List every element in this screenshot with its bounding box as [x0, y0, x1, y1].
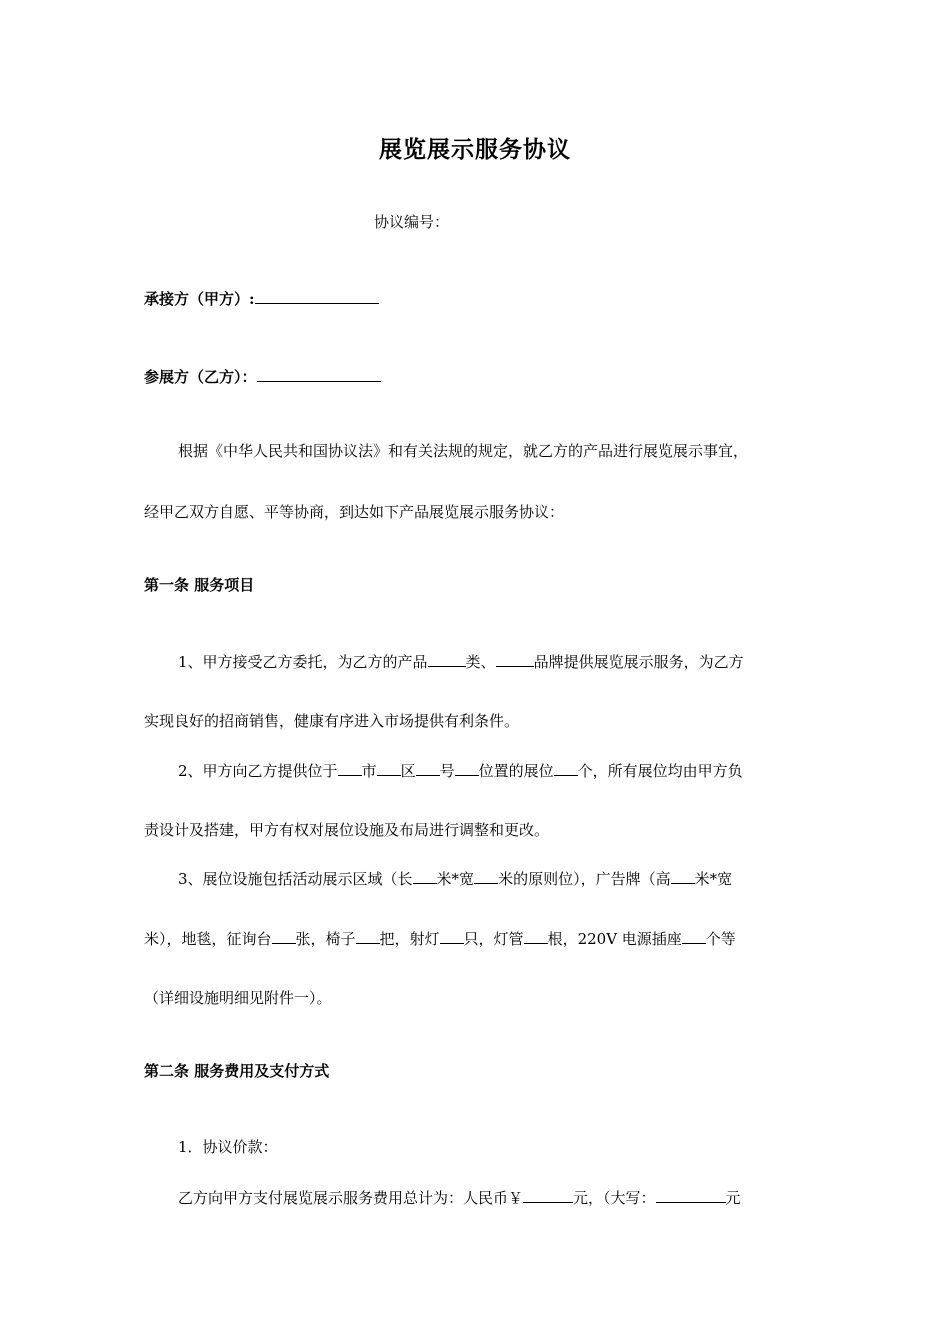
- text-segment: 号: [439, 762, 455, 780]
- text-segment: 3、展位设施包括活动展示区域（长: [178, 870, 413, 888]
- text-segment: 2、甲方向乙方提供位于: [178, 762, 338, 780]
- article-1-item-1-line-2: 实现良好的招商销售，健康有序进入市场提供有利条件。: [144, 712, 520, 730]
- text-segment: 1、甲方接受乙方委托，为乙方的产品: [178, 653, 428, 671]
- party-b-label: 参展方（乙方）：: [144, 368, 257, 386]
- party-b-line: [144, 366, 381, 387]
- article-2-payment-line: [178, 1187, 741, 1208]
- fill-blank: [554, 760, 578, 776]
- fill-blank: [474, 868, 498, 884]
- fill-blank: [496, 651, 534, 667]
- text-segment: 个，所有展位均由甲方负: [577, 762, 743, 780]
- text-segment: 米），地毯，征询台: [144, 930, 272, 948]
- fill-blank: [356, 928, 380, 944]
- agreement-number-label: 协议编号：: [374, 213, 450, 231]
- text-segment: 米*宽: [694, 870, 733, 888]
- fill-blank: [377, 760, 401, 776]
- party-a-label: 承接方（甲方）:: [144, 290, 255, 308]
- fill-blank: [455, 760, 479, 776]
- article-1-item-2-line-1: [178, 760, 743, 781]
- text-segment: 乙方向甲方支付展览展示服务费用总计为：人民币￥: [178, 1189, 524, 1207]
- article-1-item-3-line-3: （详细设施明细见附件一）。: [144, 989, 332, 1007]
- fill-blank: [272, 928, 296, 944]
- text-segment: 张，椅子: [295, 930, 356, 948]
- article-2-item-1: 1．协议价款：: [178, 1138, 278, 1156]
- fill-blank: [524, 928, 548, 944]
- text-segment: 把，射灯: [379, 930, 440, 948]
- text-segment: 只，灯管: [463, 930, 524, 948]
- text-segment: 个等: [705, 930, 736, 948]
- preamble-line-2: 经甲乙双方自愿、平等协商，到达如下产品展览展示服务协议：: [144, 503, 565, 521]
- fill-blank: [523, 1187, 573, 1203]
- fill-blank: [413, 868, 437, 884]
- text-segment: 市: [361, 762, 377, 780]
- text-segment: 位置的展位: [478, 762, 554, 780]
- fill-blank: [440, 928, 464, 944]
- fill-blank: [682, 928, 706, 944]
- text-segment: 类、: [465, 653, 496, 671]
- fill-blank: [416, 760, 440, 776]
- article-1-item-2-line-2: 责设计及搭建，甲方有权对展位设施及布局进行调整和更改。: [144, 821, 550, 839]
- fill-blank: [428, 651, 466, 667]
- text-segment: 品牌提供展览展示服务，为乙方: [533, 653, 744, 671]
- party-b-blank: [257, 366, 381, 382]
- article-2-heading: 第二条 服务费用及支付方式: [144, 1062, 330, 1080]
- text-segment: 米*宽: [436, 870, 475, 888]
- text-segment: 元，（大写：: [573, 1189, 656, 1207]
- text-segment: 元: [725, 1189, 741, 1207]
- article-1-item-3-line-2: [144, 928, 736, 949]
- article-1-item-1-line-1: [178, 651, 744, 672]
- fill-blank: [671, 868, 695, 884]
- article-1-item-3-line-1: [178, 868, 732, 889]
- article-1-heading: 第一条 服务项目: [144, 576, 255, 594]
- fill-blank: [338, 760, 362, 776]
- party-a-blank: [255, 288, 379, 304]
- fill-blank: [656, 1187, 726, 1203]
- document-title: 展览展示服务协议: [379, 136, 571, 163]
- party-a-line: [144, 288, 379, 309]
- preamble-line-1: 根据《中华人民共和国协议法》和有关法规的规定，就乙方的产品进行展览展示事宜，: [178, 442, 749, 460]
- text-segment: 区: [400, 762, 416, 780]
- text-segment: 根，220V 电源插座: [547, 930, 682, 948]
- text-segment: 米的原则位），广告牌（高: [498, 870, 671, 888]
